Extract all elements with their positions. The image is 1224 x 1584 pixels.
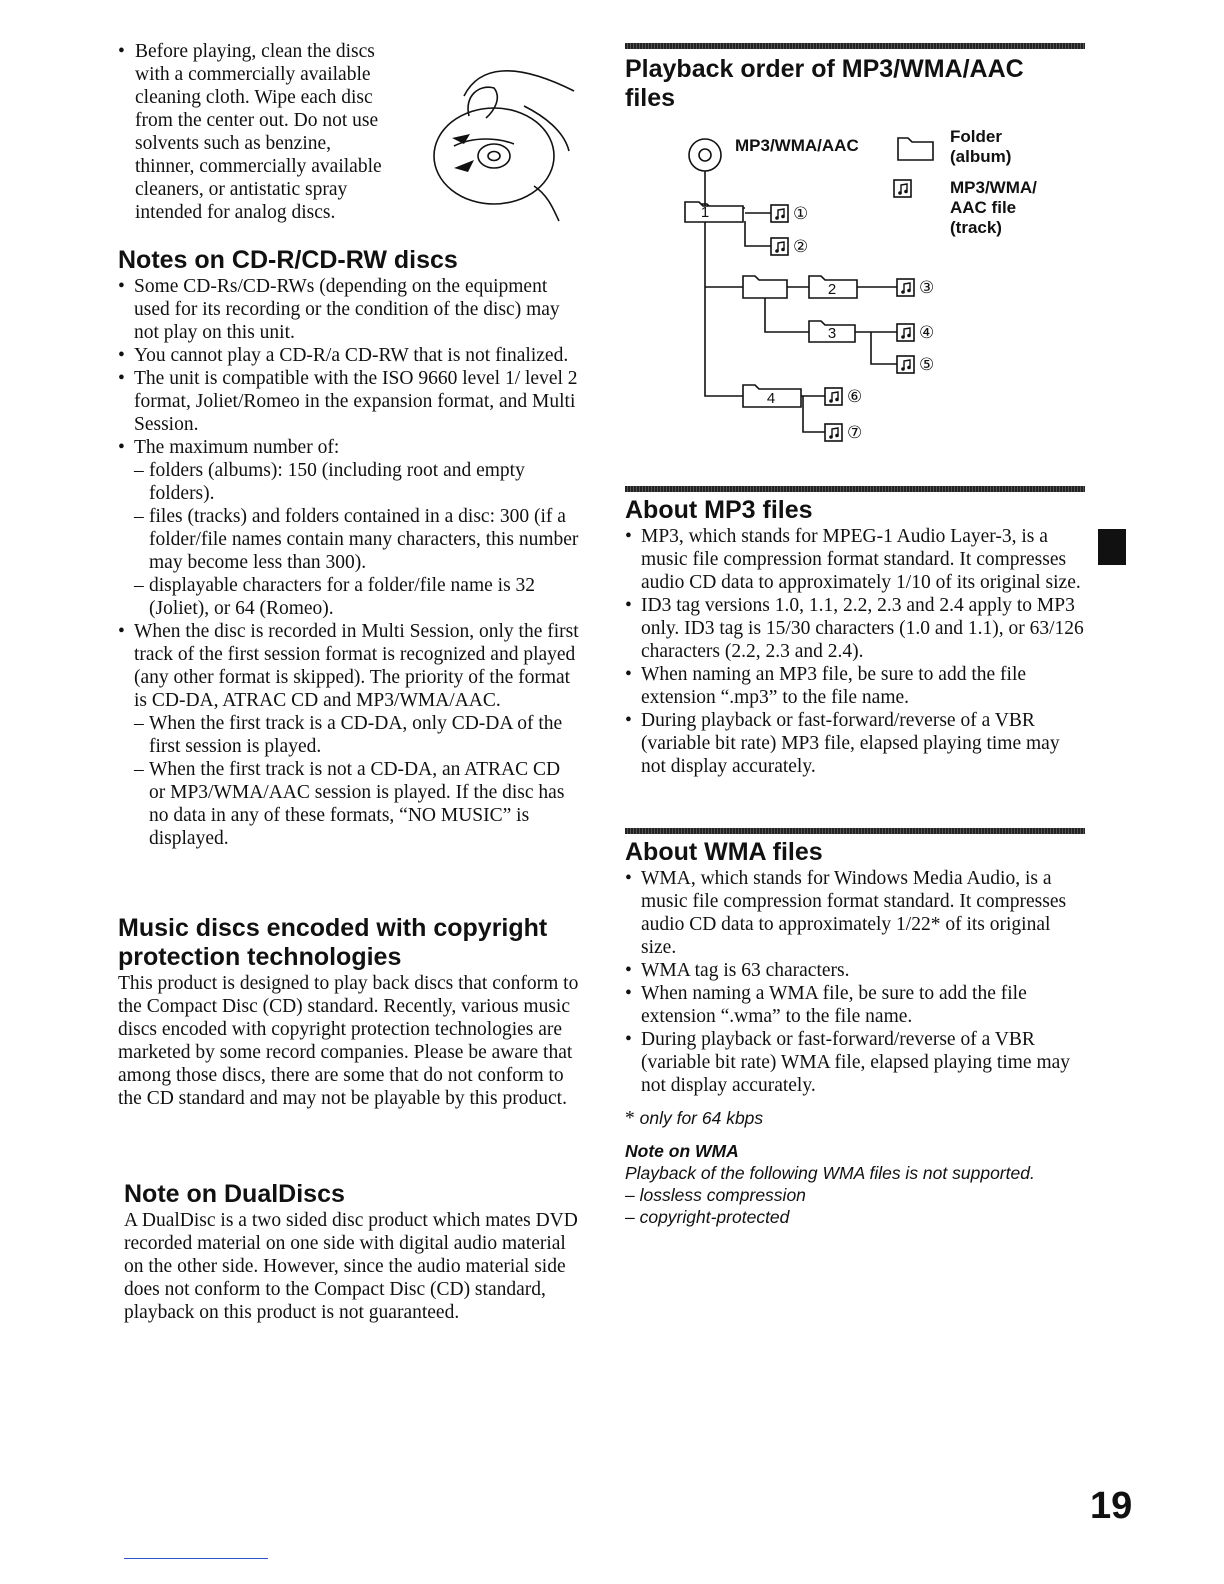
bullet-text: The unit is compatible with the ISO 9660 level 1/ level 2 format, Joliet/Romeo in the expansion format, and Multi Session. [134, 368, 578, 435]
bullet-text: WMA tag is 63 characters. [641, 960, 850, 981]
bullet-text: When naming a WMA file, be sure to add the file extension “.wma” to the file name. [641, 983, 1027, 1027]
list-item [625, 867, 1085, 959]
folder-label: 1 [700, 204, 710, 221]
wma-note-title: Note on WMA [625, 1141, 739, 1161]
list-item [625, 982, 1085, 1028]
heading-line: files [625, 84, 676, 112]
mp3-section [625, 486, 1085, 778]
page-number: 19 [1090, 1485, 1133, 1527]
list-item [625, 525, 1085, 594]
mp3-heading: About MP3 files [625, 496, 813, 524]
legend-file-text: MP3/WMA/ [950, 178, 1037, 197]
cleaning-line: with a commercially available [135, 64, 371, 85]
footnote [625, 1107, 1085, 1130]
bullet-text: WMA, which stands for Windows Media Audio, is a music file compression format standard. It compresses audio CD data to approximately 1/22* of its original size. [641, 868, 1067, 958]
cleaning-line: Before playing, clean the discs [135, 41, 375, 62]
disc-label: MP3/WMA/AAC [735, 136, 859, 155]
track-number: ⑥ [847, 387, 863, 407]
wma-note-item: – copyright-protected [625, 1207, 790, 1227]
list-item [134, 574, 580, 620]
track-number: ④ [919, 323, 935, 343]
bullet-text: During playback or fast-forward/reverse of a VBR (variable bit rate) WMA file, elapsed playing time may not display accurately. [641, 1029, 1071, 1096]
wma-section [625, 828, 1085, 1228]
file-icon [825, 388, 842, 405]
bullet-text: When the disc is recorded in Multi Session, only the first track of the first session format is recognized and played (any other format is skipped). The priority of the format is CD-DA, ATRAC CD and MP3/WMA/AAC. [134, 621, 579, 711]
dash-text: When the first track is a CD-DA, only CD-DA of the first session is played. [149, 713, 563, 757]
list-item [118, 275, 580, 344]
list-item [134, 459, 580, 505]
legend-file-text: AAC file [950, 198, 1017, 217]
dash-text: When the first track is not a CD-DA, an ATRAC CD or MP3/WMA/AAC session is played. If the disc has no data in any of these formats, “NO MUSIC” is displayed. [149, 759, 565, 849]
dash-text: displayable characters for a folder/file name is 32 (Joliet), or 64 (Romeo). [149, 575, 536, 619]
mp3-bullet-list [625, 525, 1085, 778]
legend-folder-text: Folder [950, 127, 1002, 146]
copyright-section [118, 914, 580, 1110]
copyright-body: This product is designed to play back discs that conform to the Compact Disc (CD) standard. Recently, various music discs encoded with copyright protection technologies are marketed by some record companies. Please be aware that among those discs, there are some that do not conform to the CD standard and may not be playable by this product. [118, 973, 579, 1109]
legend-file-text: (track) [950, 218, 1002, 237]
cdr-heading: Notes on CD-R/CD-RW discs [118, 246, 458, 274]
section-tab-marker [1098, 529, 1126, 565]
bullet-text: When naming an MP3 file, be sure to add the file extension “.mp3” to the file name. [641, 664, 1027, 708]
cdr-section [118, 246, 580, 850]
folder-1-shape [685, 202, 743, 222]
cleaning-line: from the center out. Do not use [135, 110, 379, 131]
legend-file-icon [894, 180, 911, 197]
dualdisc-heading: Note on DualDiscs [124, 1180, 345, 1208]
folder-label: 2 [827, 281, 837, 298]
list-item [625, 709, 1085, 778]
wma-note-body: Playback of the following WMA files is not supported. [625, 1163, 1035, 1183]
list-item [118, 367, 580, 436]
cleaning-line: thinner, commercially available [135, 156, 382, 177]
heading-line: Playback order of MP3/WMA/AAC [625, 55, 1024, 83]
file-icon [897, 279, 914, 296]
section-rule [625, 828, 1085, 834]
cleaning-line: cleaning cloth. Wipe each disc [135, 87, 373, 108]
list-item [134, 758, 580, 850]
wma-heading: About WMA files [625, 838, 823, 866]
file-icon [897, 324, 914, 341]
cleaning-line: cleaners, or antistatic spray [135, 179, 348, 200]
footnote-mark: * [625, 1108, 635, 1129]
footnote-text: only for 64 kbps [639, 1108, 764, 1128]
root-folder-shape [743, 276, 787, 298]
bullet-text: The maximum number of: [134, 437, 340, 458]
heading-line: Music discs encoded with copyright [118, 914, 548, 942]
bullet-text: Some CD-Rs/CD-RWs (depending on the equipment used for its recording or the condition of the disc) may not play on this unit. [134, 276, 560, 343]
track-number: ② [793, 237, 809, 257]
cleaning-note: • Before playing, clean the discs with a commercially available cleaning cloth. Wipe each disc from the center out. Do not use solvents such as benzine, thinner, commercially available cleaners, or antistatic spray intended for analog discs. [118, 40, 418, 224]
list-item [118, 436, 580, 620]
list-item [118, 620, 580, 850]
bullet-text: You cannot play a CD-R/a CD-RW that is not finalized. [134, 345, 569, 366]
bullet-text: During playback or fast-forward/reverse of a VBR (variable bit rate) MP3 file, elapsed playing time may not display accurately. [641, 710, 1060, 777]
list-item [134, 712, 580, 758]
wma-note-item: – lossless compression [625, 1185, 806, 1205]
file-icon [771, 238, 788, 255]
file-icon [771, 205, 788, 222]
folder-label: 3 [827, 325, 837, 342]
bullet-text: ID3 tag versions 1.0, 1.1, 2.2, 2.3 and 2.4 apply to MP3 only. ID3 tag is 15/30 characters (1.0 and 1.1), or 63/126 characters (2.2, 2.3 and 2.4). [641, 595, 1084, 662]
list-item [625, 959, 1085, 982]
dualdisc-body: A DualDisc is a two sided disc product which mates DVD recorded material on one side with digital audio material on the other side. However, since the audio material side does not conform to the Compact Disc (CD) standard, playback on this product is not guaranteed. [124, 1210, 578, 1323]
list-item [625, 663, 1085, 709]
section-rule [625, 486, 1085, 492]
track-number: ⑤ [919, 355, 935, 375]
cdr-bullet-list [118, 275, 580, 850]
list-item [625, 1028, 1085, 1097]
dash-text: folders (albums): 150 (including root and empty folders). [149, 460, 525, 504]
playback-heading [625, 55, 1085, 113]
list-item [118, 344, 580, 367]
list-item [134, 505, 580, 574]
dash-list [134, 459, 580, 620]
track-number: ⑦ [847, 423, 863, 443]
file-icon [825, 424, 842, 441]
dualdisc-section [124, 1180, 580, 1324]
track-number: ① [793, 204, 809, 224]
wma-bullet-list [625, 867, 1085, 1097]
file-icon [897, 356, 914, 373]
dash-text: files (tracks) and folders contained in a disc: 300 (if a folder/file names contain many characters, this number may become less than 300). [149, 506, 579, 573]
legend-folder-text: (album) [950, 147, 1012, 166]
playback-order-diagram [675, 124, 1075, 454]
disc-cleaning-illustration [424, 56, 584, 236]
legend-folder-icon [898, 138, 933, 160]
wma-note [625, 1140, 1085, 1228]
section-rule [625, 43, 1085, 49]
track-number: ③ [919, 278, 935, 298]
folder-label: 4 [766, 390, 776, 407]
heading-line: protection technologies [118, 943, 402, 971]
bottom-rule [124, 1558, 268, 1559]
list-item [625, 594, 1085, 663]
cleaning-line: intended for analog discs. [135, 202, 336, 223]
cleaning-line: solvents such as benzine, [135, 133, 332, 154]
bullet-text: MP3, which stands for MPEG-1 Audio Layer-3, is a music file compression format standard. It compresses audio CD data to approximately 1/10 of its original size. [641, 526, 1081, 593]
dash-list [134, 712, 580, 850]
playback-section [625, 43, 1085, 113]
copyright-heading [118, 914, 580, 972]
